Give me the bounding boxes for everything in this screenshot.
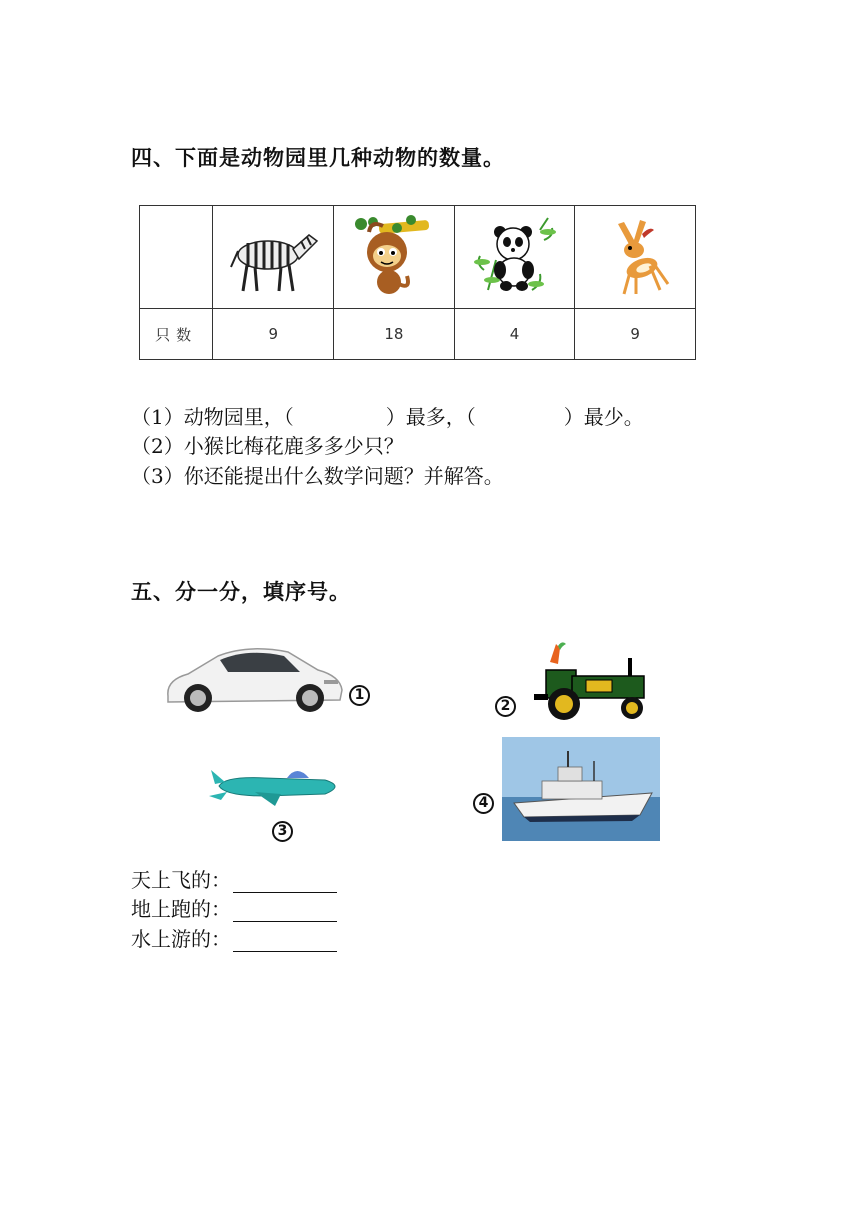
answer-water-blank[interactable] xyxy=(233,933,337,952)
answer-water-label: 水上游的： xyxy=(131,927,231,951)
question-1 xyxy=(131,401,644,430)
deer-count: 9 xyxy=(575,309,696,360)
monkey-cell xyxy=(334,206,455,309)
section-4-title: 四、下面是动物园里几种动物的数量。 xyxy=(131,146,505,170)
count-row-label: 只数 xyxy=(140,309,213,360)
answer-sky-label: 天上飞的： xyxy=(131,868,231,892)
number-1-label: 1 xyxy=(349,685,370,706)
question-1-part-c: ）最少。 xyxy=(563,405,644,429)
number-3-label: 3 xyxy=(272,821,293,842)
question-1-part-a: （1）动物园里，（ xyxy=(131,405,294,429)
panda-count: 4 xyxy=(454,309,575,360)
answer-sky xyxy=(131,864,337,893)
answer-land-label: 地上跑的： xyxy=(131,897,231,921)
question-2: （2）小猴比梅花鹿多多少只？ xyxy=(131,434,404,458)
answer-water xyxy=(131,923,337,952)
deer-cell xyxy=(575,206,696,309)
monkey-icon xyxy=(349,210,439,300)
zebra-cell xyxy=(213,206,334,309)
question-3: （3）你还能提出什么数学问题？并解答。 xyxy=(131,464,504,488)
tractor-icon xyxy=(528,640,654,722)
table-corner-cell xyxy=(140,206,213,309)
deer-icon xyxy=(590,210,680,300)
animal-count-table xyxy=(139,205,696,360)
car-icon xyxy=(158,636,348,720)
monkey-count: 18 xyxy=(334,309,455,360)
section-5-title: 五、分一分，填序号。 xyxy=(131,580,351,604)
panda-icon xyxy=(470,210,560,300)
answer-sky-blank[interactable] xyxy=(233,874,337,893)
panda-cell xyxy=(454,206,575,309)
number-4-label: 4 xyxy=(473,793,494,814)
number-2-label: 2 xyxy=(495,696,516,717)
question-1-part-b: ）最多，（ xyxy=(385,405,476,429)
ship-icon xyxy=(502,737,660,841)
zebra-count: 9 xyxy=(213,309,334,360)
zebra-icon xyxy=(223,215,323,295)
answer-land-blank[interactable] xyxy=(233,903,337,922)
airplane-icon xyxy=(205,762,349,810)
answer-land xyxy=(131,893,337,922)
